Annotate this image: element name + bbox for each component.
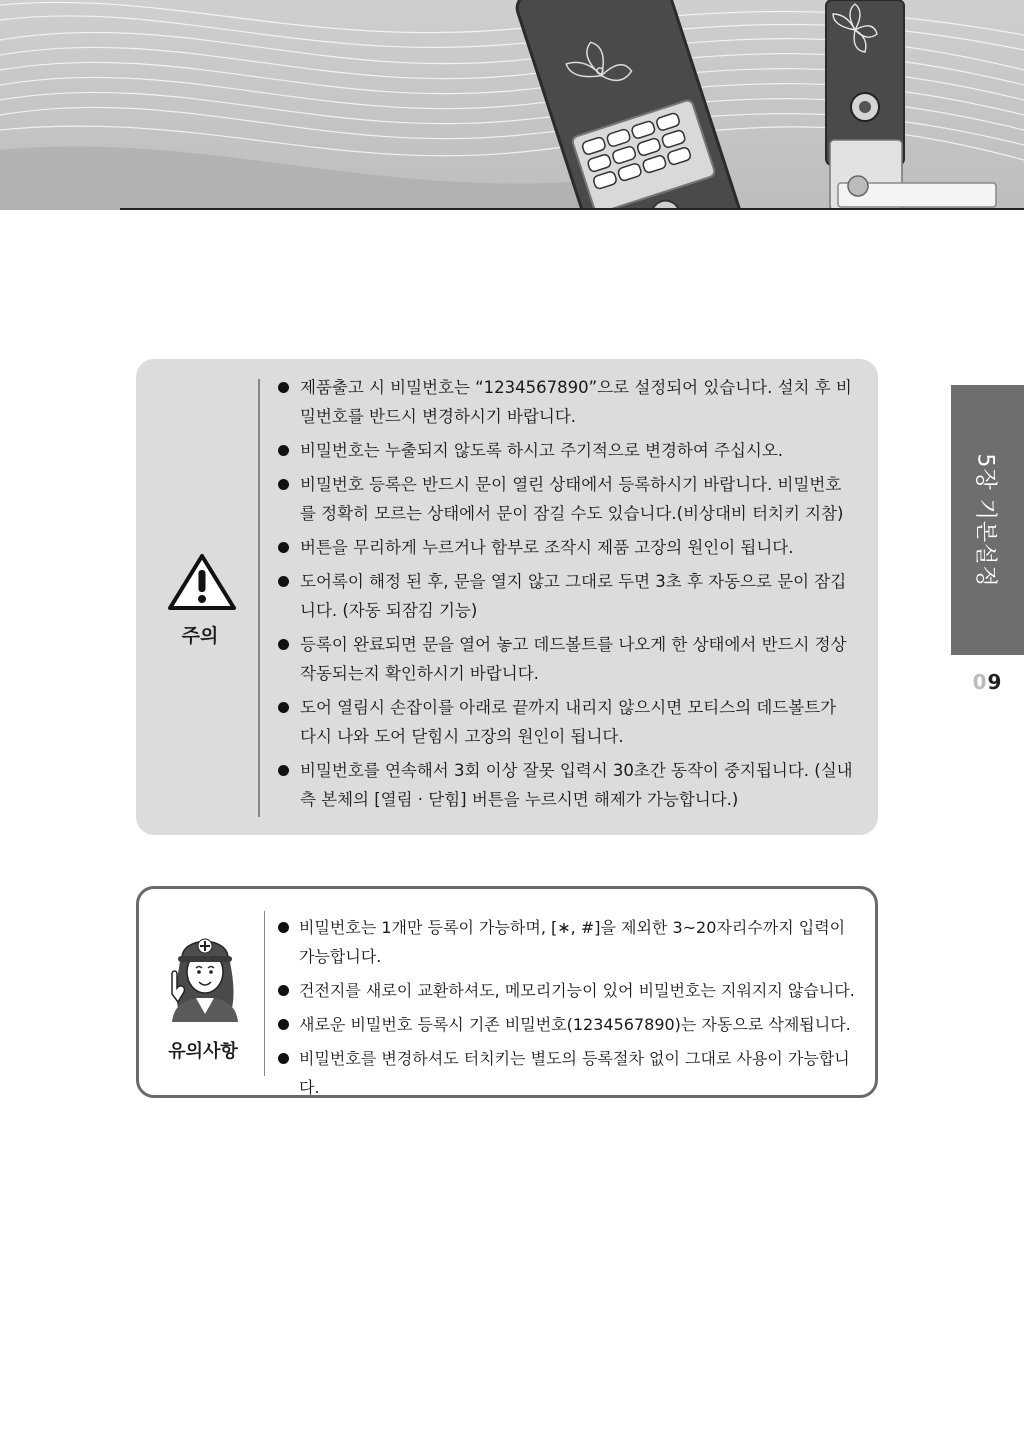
chapter-tab-label-wrap xyxy=(951,385,1024,655)
banner-graphic xyxy=(0,0,1024,210)
caution-item: 도어 열림시 손잡이를 아래로 끝까지 내리지 않으시면 모티스의 데드볼트가 다시 나와 도어 닫힘시 고장의 원인이 됩니다. xyxy=(276,693,856,751)
notice-item: 건전지를 새로이 교환하셔도, 메모리기능이 있어 비밀번호는 지워지지 않습니다. xyxy=(277,976,857,1005)
caution-item: 비밀번호 등록은 반드시 문이 열린 상태에서 등록하시기 바랍니다. 비밀번호를 정확히 모르는 상태에서 문이 잠길 수도 있습니다.(비상대비 터치키 지참) xyxy=(276,470,856,528)
caution-item: 제품출고 시 비밀번호는 “1234567890”으로 설정되어 있습니다. 설치 후 비밀번호를 반드시 변경하시기 바랍니다. xyxy=(276,373,856,431)
helmet-worker-icon xyxy=(166,922,244,1022)
caution-list xyxy=(276,373,856,819)
caution-item: 비밀번호는 누출되지 않도록 하시고 주기적으로 변경하여 주십시오. xyxy=(276,436,856,465)
page-number xyxy=(951,670,1024,694)
chapter-tab xyxy=(951,385,1024,655)
chapter-tab-label: 5장 기본설정 xyxy=(973,452,999,588)
notice-item: 새로운 비밀번호 등록시 기존 비밀번호(1234567890)는 자동으로 삭제됩니다. xyxy=(277,1010,857,1039)
caution-header xyxy=(136,359,264,835)
caution-item: 등록이 완료되면 문을 열어 놓고 데드볼트를 나오게 한 상태에서 반드시 정상 작동되는지 확인하시기 바랍니다. xyxy=(276,630,856,688)
caution-item: 도어록이 해정 된 후, 문을 열지 않고 그대로 두면 3초 후 자동으로 문이 잠깁니다. (자동 되잠김 기능) xyxy=(276,567,856,625)
caution-item: 비밀번호를 연속해서 3회 이상 잘못 입력시 30초간 동작이 중지됩니다. (실내측 본체의 [열림 · 닫힘] 버튼을 누르시면 해제가 가능합니다.) xyxy=(276,756,856,814)
caution-divider xyxy=(258,379,260,817)
header-rule xyxy=(120,208,1024,210)
caution-label: 주의 xyxy=(181,625,219,647)
caution-box xyxy=(136,359,878,835)
notice-item: 비밀번호는 1개만 등록이 가능하며, [∗, #]을 제외한 3~20자리수까지 입력이 가능합니다. xyxy=(277,913,857,971)
warning-triangle-icon xyxy=(166,552,238,612)
notice-box xyxy=(136,886,878,1098)
caution-item: 버튼을 무리하게 누르거나 함부로 조작시 제품 고장의 원인이 됩니다. xyxy=(276,533,856,562)
notice-label: 유의사항 xyxy=(168,1041,238,1062)
notice-divider xyxy=(264,911,265,1076)
notice-list xyxy=(277,913,857,1107)
page-number-lead: 0 xyxy=(972,670,988,694)
page-number-main: 9 xyxy=(987,670,1003,694)
notice-item: 비밀번호를 변경하셔도 터치키는 별도의 등록절차 없이 그대로 사용이 가능합니다. xyxy=(277,1044,857,1102)
header-banner xyxy=(0,0,1024,210)
